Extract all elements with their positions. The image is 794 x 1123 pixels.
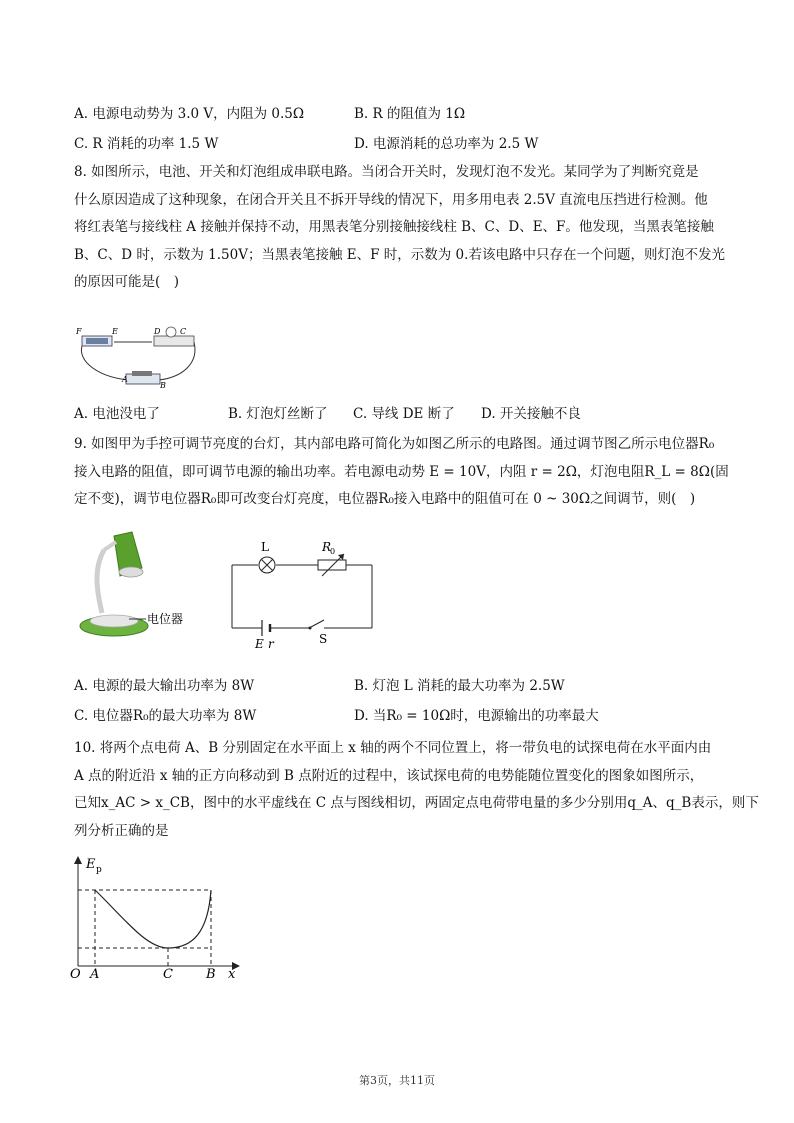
q8-line-5: 的原因可能是( ) bbox=[74, 274, 180, 290]
q8-option-b: B. 灯泡灯丝断了 bbox=[228, 406, 328, 422]
q8-line-3: 将红表笔与接线柱 A 接触并保持不动，用黑表笔分别接触接线柱 B、C、D、E、F。他发现，当黑表笔接触 bbox=[74, 219, 714, 235]
q10-stem bbox=[74, 735, 759, 845]
q10-line-2: A 点的附近沿 x 轴的正方向移动到 B 点附近的过程中，该试探电荷的电势能随位置变化的图象如图所示， bbox=[74, 767, 704, 784]
graph-label-a: A bbox=[90, 967, 100, 982]
q8-label-b: B bbox=[160, 381, 166, 390]
circuit-label-r: r bbox=[268, 637, 274, 648]
q8-line-1: 8. 如图所示，电池、开关和灯泡组成串联电路。当闭合开关时，发现灯泡不发光。某同学为了判断究竟是 bbox=[74, 164, 699, 180]
graph-label-ep-sub: p bbox=[96, 865, 102, 875]
q7-option-d: D. 电源消耗的总功率为 2.5 W bbox=[354, 136, 539, 152]
circuit-label-l: L bbox=[261, 540, 269, 554]
graph-label-x: x bbox=[228, 967, 236, 982]
q9-option-d: D. 当R₀ = 10Ω时，电源输出的功率最大 bbox=[354, 708, 599, 724]
q10-ep-x-graph bbox=[68, 852, 248, 984]
q8-stem bbox=[74, 159, 725, 297]
q8-option-d: D. 开关接触不良 bbox=[481, 406, 581, 422]
potentiometer-symbol bbox=[318, 560, 346, 570]
q9-line-1: 9. 如图甲为手控可调节亮度的台灯，其内部电路可简化为如图乙所示的电路图。通过调节图乙所示电位器R₀ bbox=[74, 436, 715, 452]
q8-label-e: E bbox=[112, 327, 118, 336]
graph-label-o: O bbox=[70, 967, 81, 982]
q8-option-a: A. 电池没电了 bbox=[74, 406, 160, 422]
q8-label-c: C bbox=[180, 327, 187, 336]
q9-circuit-diagram bbox=[224, 536, 380, 648]
page-footer: 第3页，共11页 bbox=[359, 1074, 435, 1087]
q9-stem bbox=[74, 431, 729, 514]
q7-option-a: A. 电源电动势为 3.0 V，内阻为 0.5Ω bbox=[74, 106, 305, 122]
q8-line-4: B、C、D 时，示数为 1.50V；当黑表笔接触 E、F 时，示数为 0.若该电路中只存在一个问题，则灯泡不发光 bbox=[74, 246, 725, 263]
q8-label-f: F bbox=[76, 327, 82, 336]
q10-line-1: 10. 将两个点电荷 A、B 分别固定在水平面上 x 轴的两个不同位置上，将一带负电的试探电荷在水平面内由 bbox=[74, 740, 712, 756]
q9-option-c: C. 电位器R₀的最大功率为 8W bbox=[74, 708, 257, 724]
q9-line-2: 接入电路的阻值，即可调节电源的输出功率。若电源电动势 E = 10V，内阻 r = 2Ω，灯泡电阻R_L = 8Ω(固 bbox=[74, 463, 729, 480]
q8-option-c: C. 导线 DE 断了 bbox=[353, 406, 455, 422]
q7-option-b: B. R 的阻值为 1Ω bbox=[354, 106, 466, 122]
graph-label-b: B bbox=[206, 967, 216, 982]
circuit-label-r0: R bbox=[322, 540, 332, 554]
q10-line-3: 已知x_AC > x_CB，图中的水平虚线在 C 点与图线相切，两固定点电荷带电量的多少分别用q_A、q_B表示，则下 bbox=[74, 795, 759, 811]
q8-label-d: D bbox=[154, 327, 161, 336]
graph-label-ep: E bbox=[86, 857, 96, 872]
q8-circuit-figure bbox=[74, 322, 206, 390]
circuit-label-e: E bbox=[255, 637, 264, 648]
q8-label-a: A bbox=[122, 375, 128, 384]
circuit-label-r0-sub: 0 bbox=[330, 547, 336, 556]
q9-option-a: A. 电源的最大输出功率为 8W bbox=[74, 678, 255, 694]
desk-lamp-figure bbox=[74, 528, 204, 646]
ep-curve bbox=[95, 890, 211, 948]
circuit-label-s: S bbox=[319, 632, 328, 646]
graph-label-c: C bbox=[163, 967, 173, 982]
q8-line-2: 什么原因造成了这种现象，在闭合开关且不拆开导线的情况下，用多用电表 2.5V 直流电压挡进行检测。他 bbox=[74, 191, 708, 208]
q10-line-4: 列分析正确的是 bbox=[74, 822, 169, 839]
switch-symbol bbox=[311, 620, 324, 627]
q9-option-b: B. 灯泡 L 消耗的最大功率为 2.5W bbox=[354, 678, 565, 694]
q7-option-c: C. R 消耗的功率 1.5 W bbox=[74, 136, 219, 152]
q9-line-3: 定不变)，调节电位器R₀即可改变台灯亮度，电位器R₀接入电路中的阻值可在 0 ~ 30Ω之间调节，则( ) bbox=[74, 491, 696, 507]
potentiometer-label: 电位器 bbox=[147, 612, 184, 626]
